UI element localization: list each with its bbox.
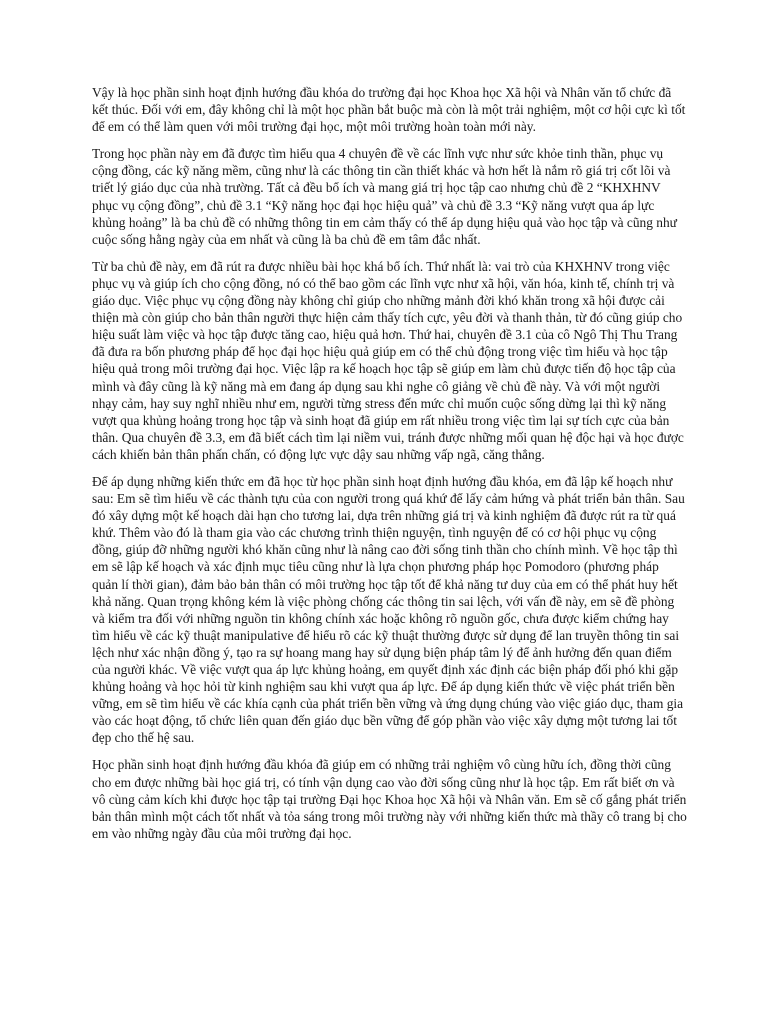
document-page	[92, 84, 688, 852]
paragraph-topics: Trong học phần này em đã được tìm hiểu qua 4 chuyên đề về các lĩnh vực như sức khỏe tinh thần, phục vụ cộng đồng, các kỹ năng mềm, cũng như là các thông tin cần thiết khác và hơn hết là nắm rõ giá trị cốt lõi và triết lý giáo dục của nhà trường. Tất cả đều bổ ích và mang giá trị học tập cao nhưng chủ đề 2 “KHXHNV phục vụ cộng đồng”, chủ đề 3.1 “Kỹ năng học đại học hiệu quả” và chủ đề 3.3 “Kỹ năng vượt qua áp lực khủng hoảng” là ba chủ đề có những thông tin em cảm thấy có thể áp dụng hiệu quả vào học tập và cũng như cuộc sống hằng ngày của em nhất và cũng là ba chủ đề em tâm đắc nhất.	[92, 146, 677, 247]
paragraph-intro: Vậy là học phần sinh hoạt định hướng đầu khóa do trường đại học Khoa học Xã hội và Nhân văn tổ chức đã kết thúc. Đối với em, đây không chỉ là một học phần bắt buộc mà còn là một trải nghiệm, một cơ hội cực kì tốt để em có thể làm quen với môi trường đại học, một môi trường hoàn toàn mới này.	[92, 85, 686, 135]
paragraph-lessons: Từ ba chủ đề này, em đã rút ra được nhiều bài học khá bổ ích. Thứ nhất là: vai trò của KHXHNV trong việc phục vụ và giúp ích cho cộng đồng, nó có thể bao gồm các lĩnh vực như xã hội, văn hóa, kinh tế, chính trị và giáo dục. Việc phục vụ cộng đồng này không chỉ giúp cho những mảnh đời khó khăn trong xã hội được cải thiện mà còn giúp cho bản thân người thực hiện cảm thấy tích cực, yêu đời và thanh thản, từ đó cũng giúp cho hiệu suất làm việc và học tập được tăng cao, hiệu quả hơn. Thứ hai, chuyên đề 3.1 của cô Ngô Thị Thu Trang đã đưa ra bốn phương pháp để học đại học hiệu quả giúp em có thể chủ động trong việc tìm hiểu và học tập hiệu quả trong môi trường đại học. Việc lập ra kế hoạch học tập sẽ giúp em làm chủ được tiến độ học tập của mình và đây cũng là kỹ năng mà em đang áp dụng sau khi nghe cô giảng về chủ đề này. Và với một người nhạy cảm, hay suy nghĩ nhiều như em, người từng stress đến mức chỉ muốn cuộc sống dừng lại thì kỹ năng vượt qua khủng hoảng trong học tập và sinh hoạt đã giúp em rất nhiều trong việc tìm lại sự tích cực của bản thân. Qua chuyên đề 3.3, em đã biết cách tìm lại niềm vui, tránh được những mối quan hệ độc hại và học được cách khiến bản thân phấn chấn, có động lực vực dậy sau những vấp ngã, căng thẳng.	[92, 258, 684, 462]
paragraph-conclusion: Học phần sinh hoạt định hướng đầu khóa đã giúp em có những trải nghiệm vô cùng hữu ích, đồng thời cũng cho em được những bài học giá trị, có tính vận dụng cao vào đời sống cũng như là học tập. Em rất biết ơn và vô cùng cảm kích khi được học tập tại trường Đại học Khoa học Xã hội và Nhân văn. Em sẽ cố gắng phát triển bản thân mình một cách tốt nhất và tỏa sáng trong môi trường này với những kiến thức mà thầy cô trang bị cho em vào những ngày đầu của môi trường đại học.	[92, 757, 687, 841]
paragraph-plan: Để áp dụng những kiến thức em đã học từ học phần sinh hoạt định hướng đầu khóa, em đã lập kế hoạch như sau: Em sẽ tìm hiểu về các thành tựu của con người trong quá khứ để lấy cảm hứng và phát triển bản thân. Sau đó xây dựng một kế hoạch dài hạn cho tương lai, dựa trên những giá trị và kinh nghiệm đã được rút ra từ quá khứ. Thêm vào đó là tham gia vào các chương trình thiện nguyện, tình nguyện để có cơ hội phục vụ cộng đồng, giúp đỡ những người khó khăn cũng như là nâng cao đời sống tinh thần cho chính mình. Về học tập thì em sẽ lập kế hoạch và xác định mục tiêu cũng như là lựa chọn phương pháp học Pomodoro (phương pháp quản lí thời gian), đảm bảo bản thân có môi trường học tập tốt để khả năng tư duy của em có thể phát huy hết khả năng. Quan trọng không kém là việc phòng chống các thông tin sai lệch, với vấn đề này, em sẽ đề phòng và kiểm tra đối với những nguồn tin không chính xác hoặc không rõ nguồn gốc, chưa được kiểm chứng hay tìm hiểu về các kỹ thuật manipulative để hiểu rõ các kỹ thuật thường được sử dụng để lan truyền thông tin sai lệch như xác nhận đồng ý, tạo ra sự hoang mang hay sử dụng biện pháp tâm lý để ảnh hưởng đến quan điểm của người khác. Về việc vượt qua áp lực khủng hoảng, em quyết định xác định các biện pháp đối phó khi gặp khủng hoảng và học hỏi từ kinh nghiệm sau khi vượt qua áp lực. Để áp dụng kiến thức về việc phát triển bền vững, em sẽ tìm hiểu về các khía cạnh của phát triển bền vững và ứng dụng chúng vào việc giáo dục, tham gia vào các hoạt động, tổ chức liên quan đến giáo dục bền vững để góp phần vào việc xây dựng một tương lai tốt đẹp cho thế hệ sau.	[92, 473, 685, 746]
